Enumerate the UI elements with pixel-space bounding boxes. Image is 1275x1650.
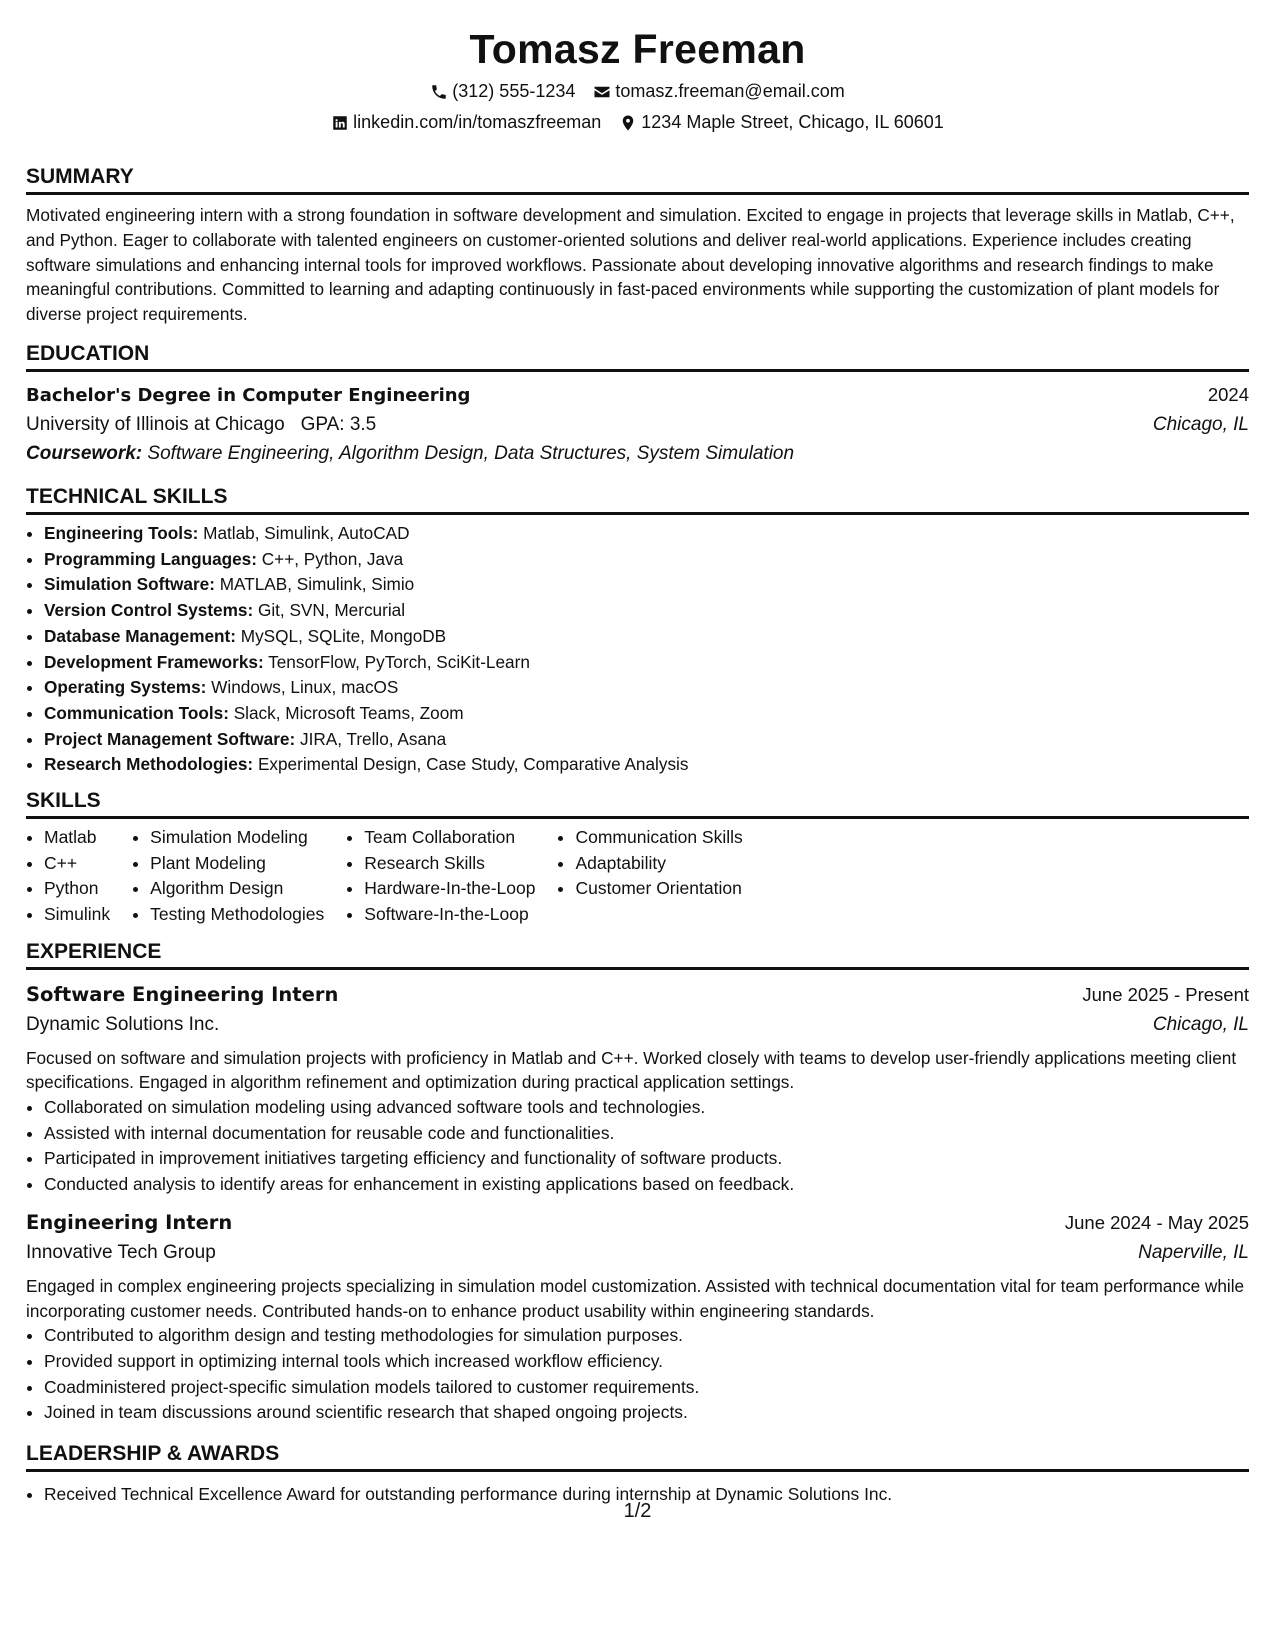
- list-item: • Collaborated on simulation modeling using advanced software tools and technologies.: [44, 1095, 1249, 1121]
- job-title-row: [26, 980, 1249, 1010]
- list-item: • Plant Modeling: [150, 851, 324, 877]
- list-item: • Customer Orientation: [575, 876, 742, 902]
- list-item: [44, 572, 1249, 598]
- list-item: [44, 727, 1249, 753]
- skill-label: Research Methodologies:: [44, 754, 254, 775]
- skill-value: Experimental Design, Case Study, Comparative Analysis: [257, 754, 689, 775]
- list-item: • Team Collaboration: [364, 825, 535, 851]
- job-bullets: [44, 1323, 1249, 1426]
- coursework-list: Software Engineering, Algorithm Design, Data Structures, System Simulation: [147, 442, 795, 464]
- skills-column-2: [150, 825, 346, 928]
- list-item: • Python: [44, 876, 110, 902]
- job-entry: [26, 980, 1249, 1198]
- list-item: • Testing Methodologies: [150, 902, 324, 928]
- address-contact: [619, 107, 944, 138]
- job-description: Engaged in complex engineering projects specializing in simulation model customization. Assisted with technical documentation vital for team performance while incorporating customer needs. Contributed hands-on to enhance product usability within engineering standards.: [26, 1276, 1245, 1321]
- list-item: • Simulink: [44, 902, 110, 928]
- list-item: • Research Skills: [364, 851, 535, 877]
- degree-title: Bachelor's Degree in Computer Engineering: [26, 384, 471, 406]
- technical-skills-list: [44, 521, 1249, 778]
- coursework-label: Coursework:: [26, 442, 143, 464]
- list-item: [44, 752, 1249, 778]
- list-item: • Algorithm Design: [150, 876, 324, 902]
- school-name: University of Illinois at Chicago: [26, 413, 285, 435]
- job-company-row: [26, 1238, 1249, 1268]
- skill-value: TensorFlow, PyTorch, SciKit-Learn: [268, 651, 530, 672]
- job-description: Focused on software and simulation projects with proficiency in Matlab and C++. Worked closely with teams to develop user-friendly applications meeting client specifications. Engaged in algorithm refinement and optimization during practical application settings.: [26, 1047, 1237, 1093]
- address-text: 1234 Maple Street, Chicago, IL 60601: [641, 112, 944, 132]
- gpa: GPA: 3.5: [300, 413, 377, 435]
- skill-value: MATLAB, Simulink, Simio: [219, 574, 415, 595]
- skill-label: Database Management:: [44, 625, 236, 646]
- list-item: • Coadministered project-specific simulation models tailored to customer requirements.: [44, 1375, 1249, 1401]
- skill-value: MySQL, SQLite, MongoDB: [240, 625, 447, 646]
- skill-value: JIRA, Trello, Asana: [299, 728, 447, 749]
- list-item: • Matlab: [44, 825, 110, 851]
- skill-label: Programming Languages:: [44, 548, 257, 569]
- list-item: [44, 675, 1249, 701]
- skill-label: Operating Systems:: [44, 677, 207, 698]
- linkedin-text[interactable]: linkedin.com/in/tomaszfreeman: [353, 112, 602, 132]
- job-company: Innovative Tech Group: [26, 1242, 216, 1264]
- list-item: • Software-In-the-Loop: [364, 902, 535, 928]
- skills-column-1: [44, 825, 132, 928]
- phone-text: (312) 555-1234: [452, 81, 576, 101]
- list-item: [44, 650, 1249, 676]
- skill-value: Matlab, Simulink, AutoCAD: [203, 522, 410, 543]
- education-row-degree: [26, 380, 1249, 410]
- list-item: • C++: [44, 851, 110, 877]
- contact-line-1: [26, 76, 1249, 107]
- email-contact[interactable]: [593, 76, 844, 107]
- school-info: [26, 410, 376, 439]
- list-item: [44, 547, 1249, 573]
- skill-value: C++, Python, Java: [261, 548, 404, 569]
- summary-heading: SUMMARY: [26, 163, 1249, 195]
- skill-value: Windows, Linux, macOS: [211, 677, 399, 698]
- phone-icon: [430, 83, 448, 101]
- skill-value: Git, SVN, Mercurial: [257, 600, 406, 621]
- skills-column-3: [364, 825, 557, 928]
- list-item: • Joined in team discussions around scientific research that shaped ongoing projects.: [44, 1400, 1249, 1426]
- skill-label: Version Control Systems:: [44, 600, 254, 621]
- job-title-row: [26, 1208, 1249, 1238]
- list-item: • Received Technical Excellence Award for outstanding performance during internship at Dynamic Solutions Inc.: [44, 1482, 1249, 1508]
- summary-text: Motivated engineering intern with a strong foundation in software development and simulation. Excited to engage in projects that leverage skills in Matlab, C++, and Python. Eager to collaborate with talented engineers on customer-oriented solutions and deliver real-world applications. Experience includes creating software simulations and enhancing internal tools for improved workflows. Passionate about developing innovative algorithms and research findings to make meaningful contributions. Committed to learning and adapting continuously in fast-paced environments while supporting the customization of plant models for diverse project requirements.: [26, 205, 1235, 325]
- job-dates: June 2024 - May 2025: [1064, 1212, 1249, 1234]
- phone-contact: [430, 76, 575, 107]
- skill-label: Engineering Tools:: [44, 522, 199, 543]
- education-row-school: [26, 410, 1249, 439]
- job-location: Chicago, IL: [1152, 1013, 1249, 1035]
- linkedin-icon: [331, 114, 349, 132]
- school-location: Chicago, IL: [1152, 413, 1249, 435]
- resume-page: [26, 22, 1249, 1508]
- list-item: • Simulation Modeling: [150, 825, 324, 851]
- candidate-name: Tomasz Freeman: [469, 26, 806, 72]
- list-item: [44, 624, 1249, 650]
- list-item: • Hardware-In-the-Loop: [364, 876, 535, 902]
- technical-skills-heading: TECHNICAL SKILLS: [26, 483, 1249, 515]
- graduation-year: 2024: [1207, 383, 1249, 405]
- skill-label: Simulation Software:: [44, 574, 215, 595]
- list-item: • Conducted analysis to identify areas for enhancement in existing applications based on feedback.: [44, 1172, 1249, 1198]
- coursework: [26, 439, 1249, 469]
- skill-label: Communication Tools:: [44, 702, 229, 723]
- skill-label: Development Frameworks:: [44, 651, 264, 672]
- list-item: • Communication Skills: [575, 825, 742, 851]
- job-location: Naperville, IL: [1138, 1242, 1249, 1264]
- linkedin-contact[interactable]: [331, 107, 601, 138]
- envelope-icon: [593, 83, 611, 101]
- leadership-heading: LEADERSHIP & AWARDS: [26, 1440, 1249, 1472]
- list-item: • Assisted with internal documentation for reusable code and functionalities.: [44, 1121, 1249, 1147]
- list-item: [44, 521, 1249, 547]
- experience-heading: EXPERIENCE: [26, 938, 1249, 970]
- job-entry: [26, 1208, 1249, 1426]
- skill-value: Slack, Microsoft Teams, Zoom: [233, 702, 464, 723]
- list-item: • Participated in improvement initiatives targeting efficiency and functionality of software products.: [44, 1146, 1249, 1172]
- skills-column-4: [575, 825, 764, 928]
- list-item: • Contributed to algorithm design and testing methodologies for simulation purposes.: [44, 1323, 1249, 1349]
- skills-grid: [26, 825, 1249, 928]
- job-bullets: [44, 1095, 1249, 1198]
- job-dates: June 2025 - Present: [1082, 983, 1249, 1005]
- job-company-row: [26, 1010, 1249, 1040]
- contact-line-2: [26, 107, 1249, 138]
- list-item: • Provided support in optimizing internal tools which increased workflow efficiency.: [44, 1349, 1249, 1375]
- job-title: Engineering Intern: [26, 1211, 233, 1235]
- location-pin-icon: [619, 114, 637, 132]
- job-company: Dynamic Solutions Inc.: [26, 1013, 220, 1035]
- job-title: Software Engineering Intern: [26, 982, 339, 1006]
- skill-label: Project Management Software:: [44, 728, 296, 749]
- skills-heading: SKILLS: [26, 787, 1249, 819]
- list-item: [44, 598, 1249, 624]
- list-item: • Adaptability: [575, 851, 742, 877]
- list-item: [44, 701, 1249, 727]
- page-number: 1/2: [623, 1500, 652, 1522]
- email-text[interactable]: tomasz.freeman@email.com: [615, 81, 845, 101]
- education-heading: EDUCATION: [26, 340, 1249, 372]
